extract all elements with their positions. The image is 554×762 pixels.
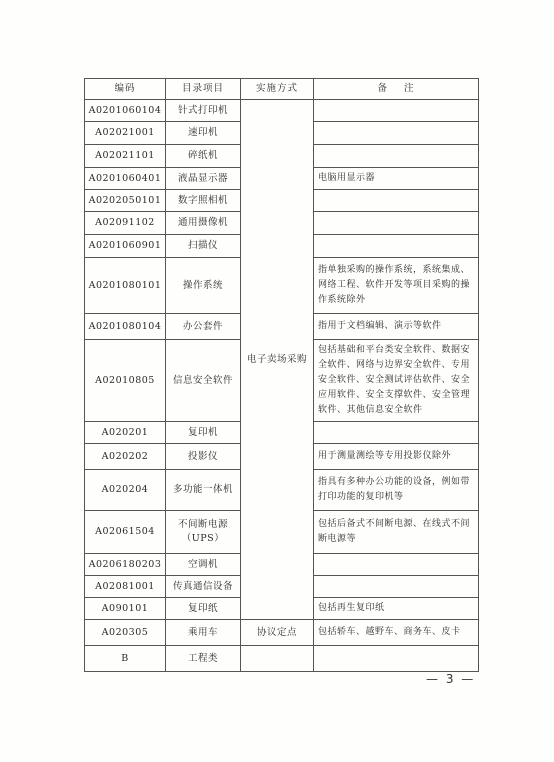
cell-note (314, 190, 479, 212)
cell-code: A0202050101 (85, 190, 166, 212)
cell-code: A020305 (85, 620, 166, 646)
header-item: 目录项目 (166, 79, 241, 100)
cell-code: A02021001 (85, 122, 166, 145)
table-row (85, 620, 479, 646)
cell-code: A020201 (85, 422, 166, 444)
table-row (85, 100, 479, 122)
cell-code: A020204 (85, 470, 166, 511)
cell-note (314, 100, 479, 122)
cell-code: A02081001 (85, 576, 166, 598)
cell-code: A0201060401 (85, 168, 166, 190)
cell-item: 数字照相机 (166, 190, 241, 212)
cell-item: 操作系统 (166, 258, 241, 314)
cell-note: 包括基础和平台类安全软件、数据安全软件、网络与边界安全软件、专用安全软件、安全测试评估软件、安全应用软件、安全支撑软件、安全管理软件、其他信息安全软件 (314, 340, 479, 422)
page-number: — 3 — (426, 672, 476, 686)
cell-note (314, 212, 479, 235)
table-row (85, 646, 479, 672)
cell-code: A020202 (85, 444, 166, 470)
cell-note (314, 646, 479, 672)
cell-note: 包括后备式不间断电源、在线式不间断电源等 (314, 511, 479, 554)
cell-code: A0201060901 (85, 235, 166, 258)
cell-note (314, 576, 479, 598)
cell-item: 传真通信设备 (166, 576, 241, 598)
cell-item: 扫描仪 (166, 235, 241, 258)
procurement-catalog-table (84, 78, 479, 672)
cell-item: 空调机 (166, 554, 241, 576)
cell-item: 液晶显示器 (166, 168, 241, 190)
cell-note: 包括再生复印纸 (314, 598, 479, 620)
cell-item: 多功能一体机 (166, 470, 241, 511)
cell-item: 复印机 (166, 422, 241, 444)
cell-note: 指单独采购的操作系统，系统集成、网络工程、软件开发等项目采购的操作系统除外 (314, 258, 479, 314)
cell-code: B (85, 646, 166, 672)
cell-item: 碎纸机 (166, 145, 241, 168)
cell-note: 包括轿车、越野车、商务车、皮卡 (314, 620, 479, 646)
cell-item: 不间断电源（UPS） (166, 511, 241, 554)
cell-item: 办公套件 (166, 314, 241, 340)
cell-item: 针式打印机 (166, 100, 241, 122)
header-method: 实施方式 (241, 79, 314, 100)
cell-note: 用于测量测绘等专用投影仪除外 (314, 444, 479, 470)
cell-code: A0201080104 (85, 314, 166, 340)
cell-code: A0201080101 (85, 258, 166, 314)
cell-method-empty (241, 646, 314, 672)
cell-code: A02021101 (85, 145, 166, 168)
cell-note (314, 422, 479, 444)
table-header-row (85, 79, 479, 100)
cell-item: 速印机 (166, 122, 241, 145)
cell-note (314, 235, 479, 258)
cell-code: A02010805 (85, 340, 166, 422)
cell-code: A090101 (85, 598, 166, 620)
cell-note: 指用于文档编辑、演示等软件 (314, 314, 479, 340)
header-note: 备 注 (314, 79, 479, 100)
cell-item: 信息安全软件 (166, 340, 241, 422)
cell-item: 投影仪 (166, 444, 241, 470)
cell-note (314, 554, 479, 576)
cell-code: A0206180203 (85, 554, 166, 576)
cell-item: 复印纸 (166, 598, 241, 620)
cell-note (314, 145, 479, 168)
cell-code: A02091102 (85, 212, 166, 235)
header-code: 编码 (85, 79, 166, 100)
cell-note (314, 122, 479, 145)
cell-item: 乘用车 (166, 620, 241, 646)
cell-code: A02061504 (85, 511, 166, 554)
cell-method-agreement: 协议定点 (241, 620, 314, 646)
cell-code: A0201060104 (85, 100, 166, 122)
cell-note: 指具有多种办公功能的设备，例如带打印功能的复印机等 (314, 470, 479, 511)
cell-note: 电脑用显示器 (314, 168, 479, 190)
cell-item: 工程类 (166, 646, 241, 672)
cell-method-mall: 电子卖场采购 (241, 100, 314, 620)
cell-item: 通用摄像机 (166, 212, 241, 235)
